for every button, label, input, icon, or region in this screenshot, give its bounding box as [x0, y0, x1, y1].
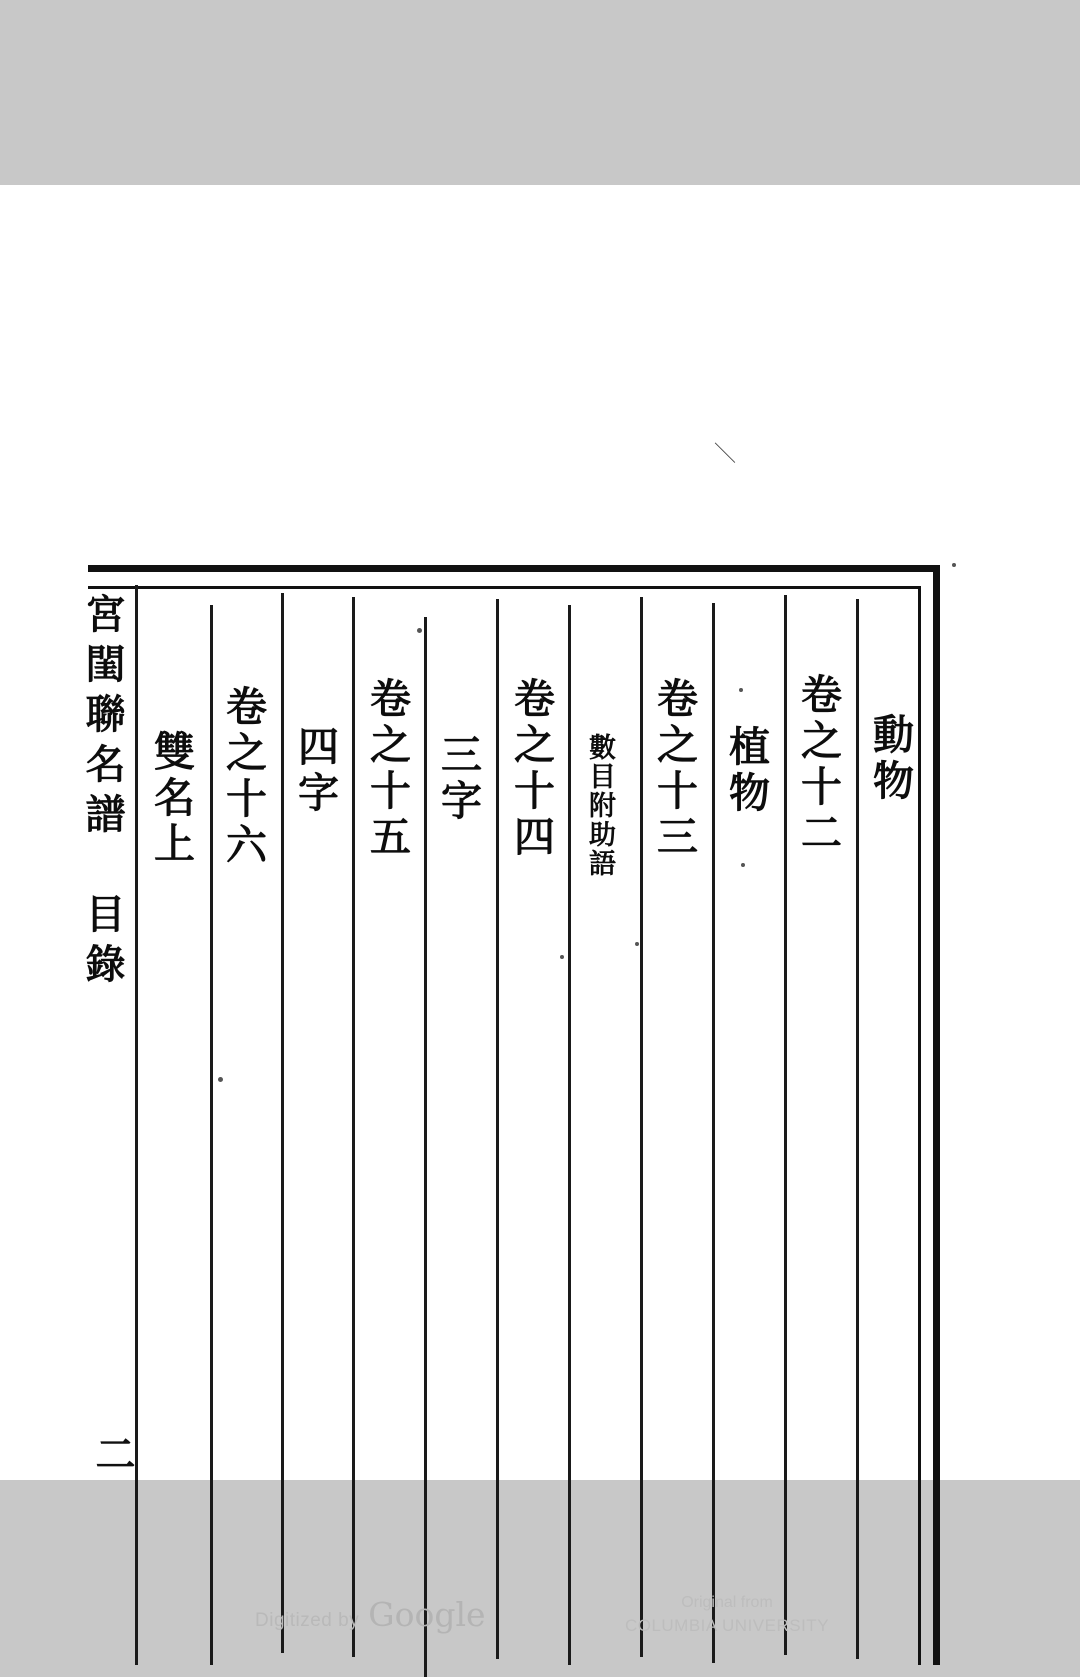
column-rule: [281, 593, 284, 1653]
column-volume-15: 卷之十五: [363, 677, 411, 861]
column-rule: [640, 597, 643, 1657]
column-rule: [210, 605, 213, 1665]
column-volume-16: 卷之十六: [219, 685, 267, 869]
column-volume-14: 卷之十四: [507, 677, 555, 861]
column-rule: [352, 597, 355, 1657]
scan-speck: [741, 863, 745, 867]
column-four-characters: 四字: [291, 725, 339, 817]
scan-speck: [560, 955, 564, 959]
source-institution-watermark: [612, 1591, 842, 1639]
scan-speck: [952, 563, 956, 567]
paper-area: [0, 185, 1080, 1636]
scan-speck: [635, 942, 639, 946]
column-rule: [424, 617, 427, 1677]
scan-speck: [417, 628, 422, 633]
column-rule: [135, 585, 138, 1665]
google-wordmark: Google: [368, 1595, 486, 1634]
column-volume-13: 卷之十三: [650, 677, 698, 861]
document-title-column: 宮閨聯名譜 目錄: [79, 593, 126, 993]
column-rule: [856, 599, 859, 1659]
page-number: 二: [89, 1433, 136, 1473]
google-watermark: [255, 1595, 486, 1634]
column-rule: [784, 595, 787, 1655]
original-from-label: Original from: [681, 1594, 773, 1611]
scan-speck: [218, 1077, 223, 1082]
column-plants: 植物: [722, 725, 770, 817]
column-double-names-upper: 雙名上: [147, 730, 195, 868]
digitized-by-label: Digitized by: [255, 1610, 360, 1631]
frame-inner-rule: [918, 586, 921, 1665]
column-volume-12: 卷之十二: [794, 673, 842, 857]
scan-speck: [739, 688, 743, 692]
scan-speck: ＼: [714, 442, 737, 467]
column-rule: [568, 605, 571, 1665]
column-animals: 動物: [866, 713, 914, 805]
column-rule: [496, 599, 499, 1659]
column-numbers-particles: 數目附助語: [584, 733, 615, 878]
column-three-characters: 三字: [434, 733, 482, 825]
column-rule: [712, 603, 715, 1663]
institution-label: COLUMBIA UNIVERSITY: [624, 1616, 830, 1636]
